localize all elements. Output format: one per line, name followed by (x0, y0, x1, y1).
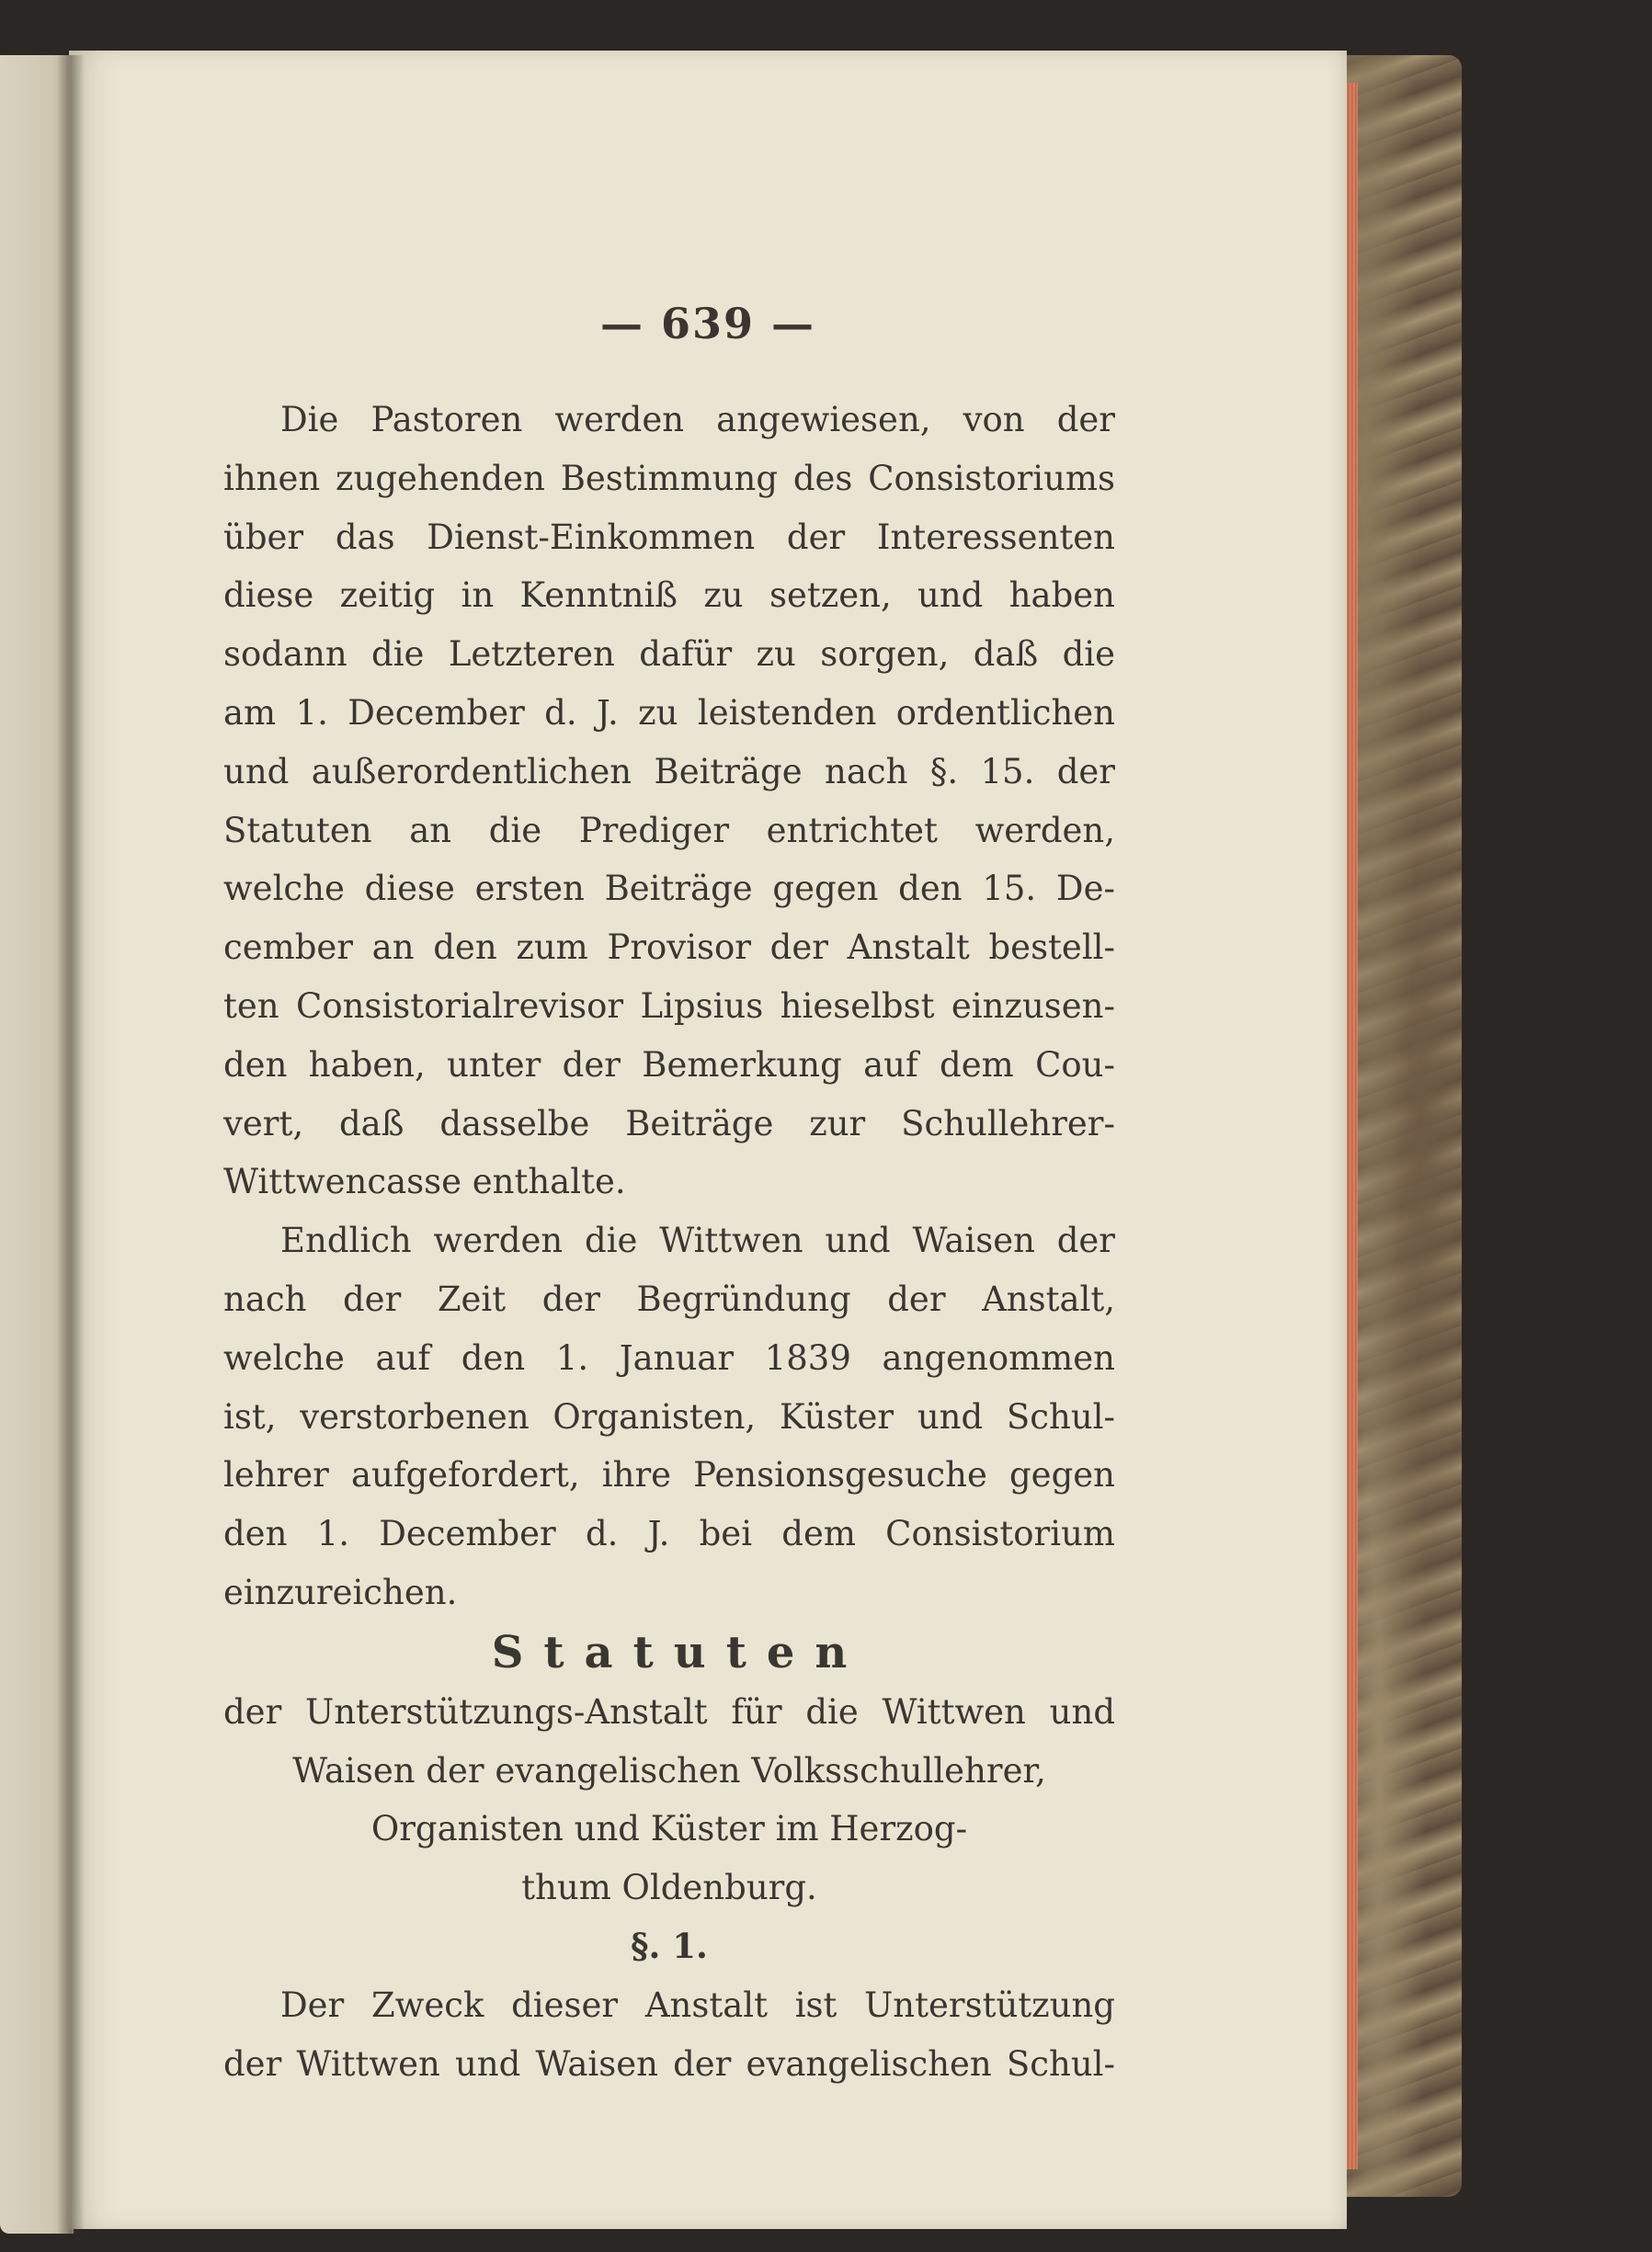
book-page (69, 51, 1347, 2229)
statutes-subtitle-line: der Unterstützungs-Anstalt für die Wittwen und (223, 1691, 1115, 1732)
text-line: sodann die Letzteren dafür zu sorgen, daß die (223, 634, 1115, 675)
binding-gutter (57, 55, 85, 2234)
text-line: Statuten an die Prediger entrichtet werden, (223, 810, 1115, 850)
page-number: — 639 — (599, 299, 816, 348)
text-line: Endlich werden die Wittwen und Waisen der (280, 1221, 1115, 1261)
text-line: über das Dienst-Einkommen der Interessenten (223, 517, 1115, 557)
text-line: ist, verstorbenen Organisten, Küster und Schul- (223, 1396, 1115, 1437)
text-line: ten Consistorialrevisor Lipsius hieselbst einzusen- (223, 985, 1115, 1026)
statutes-subtitle-line: Waisen der evangelischen Volksschullehrer, (292, 1750, 1046, 1791)
text-line: einzureichen. (223, 1572, 458, 1612)
text-line: lehrer aufgefordert, ihre Pensionsgesuche gegen (223, 1455, 1115, 1496)
statutes-subtitle-line: Organisten und Küster im Herzog- (370, 1809, 968, 1849)
page-body (223, 391, 1115, 2093)
text-line: welche auf den 1. Januar 1839 angenommen (223, 1337, 1115, 1378)
text-line: welche diese ersten Beiträge gegen den 15. De- (223, 869, 1115, 909)
statutes-subtitle-line: thum Oldenburg. (521, 1868, 817, 1908)
text-line: Die Pastoren werden angewiesen, von der (280, 400, 1115, 439)
text-line: den 1. December d. J. bei dem Consistorium (223, 1514, 1115, 1554)
text-line: Wittwencasse enthalte. (223, 1162, 626, 1202)
section-heading: §. 1. (631, 1925, 708, 1966)
text-line: den haben, unter der Bemerkung auf dem Cou- (223, 1044, 1115, 1085)
text-line: der Wittwen und Waisen der evangelischen Schul- (223, 2043, 1115, 2084)
text-line: ihnen zugehenden Bestimmung des Consistoriums (223, 458, 1115, 498)
text-line: diese zeitig in Kenntniß zu setzen, und haben (223, 575, 1115, 616)
text-line: cember an den zum Provisor der Anstalt bestell- (223, 927, 1115, 968)
text-line: am 1. December d. J. zu leistenden ordentlichen (223, 692, 1115, 733)
text-line: Der Zweck dieser Anstalt ist Unterstützung (280, 1985, 1115, 2025)
statutes-title: Statuten (491, 1626, 868, 1678)
text-line: vert, daß dasselbe Beiträge zur Schullehrer- (223, 1103, 1115, 1143)
text-line: und außerordentlichen Beiträge nach §. 15. der (223, 751, 1115, 791)
text-line: nach der Zeit der Begründung der Anstalt, (223, 1279, 1115, 1319)
